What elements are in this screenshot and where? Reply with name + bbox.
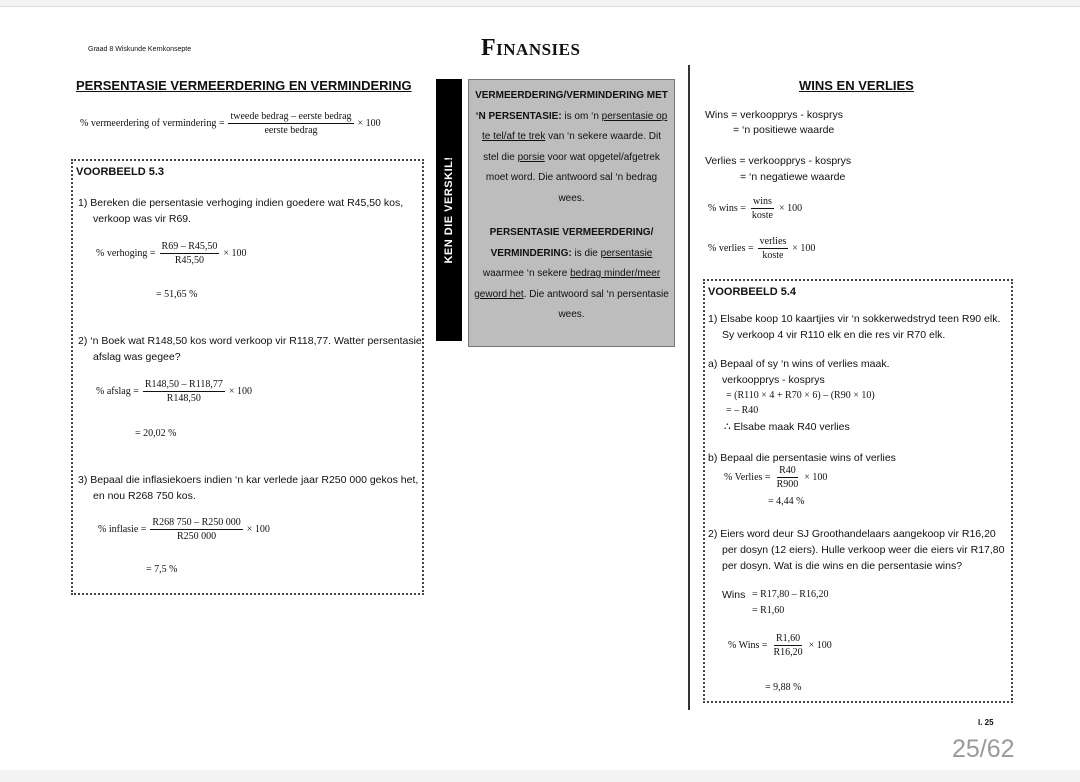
example-1-text: 1) Elsabe koop 10 kaartjies vir ‘n sokkerwedstryd teen R90 elk. Sy verkoop 4 vir R110 elk en die res vir R70 elk. <box>708 313 1001 341</box>
question-1-text: 1) Bereken die persentasie verhoging indien goedere wat R45,50 kos, verkoop was vir R69. <box>78 197 404 225</box>
question-2-text: 2) ‘n Boek wat R148,50 kos word verkoop vir R118,77. Watter persentasie afslag was gegee? <box>78 335 422 363</box>
example-2-formula: % Wins = $\frac{R1,60}{R16,20}$ × 100 <box>728 633 832 658</box>
percent-change-formula: % vermeerdering of vermindering = $\frac{\text{tweede bedrag – eerste bedrag}}{\text{eerste bedrag}}$ × 100 <box>80 111 381 136</box>
difference-info-box <box>468 79 675 347</box>
question-3-answer: = 7,5 % <box>146 564 178 575</box>
example-1a-line-1: verkoopprys - kosprys <box>722 374 825 386</box>
wins-positive-note: = ‘n positiewe waarde <box>733 124 835 136</box>
example-2-wins-label: Wins <box>722 589 746 601</box>
question-1-answer: = 51,65 % <box>156 289 198 300</box>
example-1a-conclusion: ∴ Elsabe maak R40 verlies <box>724 421 850 433</box>
wins-definition: Wins = verkoopprys - kosprys <box>705 109 843 121</box>
page-counter: 25/62 <box>952 735 1015 763</box>
column-divider <box>688 65 690 710</box>
page-title: Finansies <box>481 35 581 61</box>
question-1-formula: % verhoging = $\frac{R69 - R45,50}{R45,50}$ × 100 <box>96 241 247 266</box>
example-1a-text: a) Bepaal of sy ‘n wins of verlies maak. <box>708 358 890 370</box>
example-1b-formula: % Verlies = $\frac{R40}{R900}$ × 100 <box>724 465 828 490</box>
question-2-answer: = 20,02 % <box>135 428 177 439</box>
course-label: Graad 8 Wiskunde Kernkonsepte <box>88 46 192 53</box>
example-5-4-label: VOORBEELD 5.4 <box>708 286 797 298</box>
question-3-text: 3) Bepaal die inflasiekoers indien ‘n kar verlede jaar R250 000 gekos het, en nou R268 750 kos. <box>78 474 419 502</box>
percent-wins-formula: % wins = $\frac{\text{wins}}{\text{koste}}$ × 100 <box>708 196 803 221</box>
document-page <box>0 6 1080 770</box>
example-1b-text: b) Bepaal die persentasie wins of verlies <box>708 452 896 464</box>
verlies-negative-note: = ‘n negatiewe waarde <box>740 171 846 183</box>
verlies-definition: Verlies = verkoopprys - kosprys <box>705 155 852 167</box>
example-1b-answer: = 4,44 % <box>768 496 805 507</box>
question-3-formula: % inflasie = $\frac{R268 750 - R250 000}{R250 000}$ × 100 <box>98 517 270 542</box>
vertical-banner-label: KEN DIE VERSKIL! <box>443 156 455 264</box>
example-2-line-1: = R17,80 – R16,20 <box>752 589 829 600</box>
example-5-3-label: VOORBEELD 5.3 <box>76 166 165 178</box>
percent-verlies-formula: % verlies = $\frac{\text{verlies}}{\text{koste}}$ × 100 <box>708 236 816 261</box>
example-1a-line-3: = – R40 <box>726 405 759 416</box>
page-reference: l. 25 <box>978 718 994 727</box>
right-heading: WINS EN VERLIES <box>799 78 914 93</box>
example-1a-line-2: = (R110 × 4 + R70 × 6) – (R90 × 10) <box>726 390 875 401</box>
info-paragraph-2: PERSENTASIE VERMEERDERING/ VERMINDERING: is die persentasie waarmee ‘n sekere bedrag minder/meer geword het. Die antwoord sal ‘n persentasie wees. <box>474 227 669 320</box>
example-2-answer: = 9,88 % <box>765 682 802 693</box>
example-2-line-2: = R1,60 <box>752 605 785 616</box>
left-heading: PERSENTASIE VERMEERDERING EN VERMINDERING <box>76 78 412 93</box>
info-paragraph-1: VERMEERDERING/VERMINDERING MET ‘N PERSENTASIE: is om ‘n persentasie op te tel/af te trek van ‘n sekere waarde. Dit stel die porsie voor wat opgetel/afgetrek moet word. Die antwoord sal ‘n bedrag wees. <box>475 90 668 204</box>
example-2-text: 2) Eiers word deur SJ Groothandelaars aangekoop vir R16,20 per dosyn (12 eiers). Hulle verkoop weer die eiers vir R17,80 per dosyn. Wat is die wins en die persentasie wins? <box>708 528 1005 572</box>
question-2-formula: % afslag = $\frac{R148,50 - R118,77}{R148,50}$ × 100 <box>96 379 252 404</box>
